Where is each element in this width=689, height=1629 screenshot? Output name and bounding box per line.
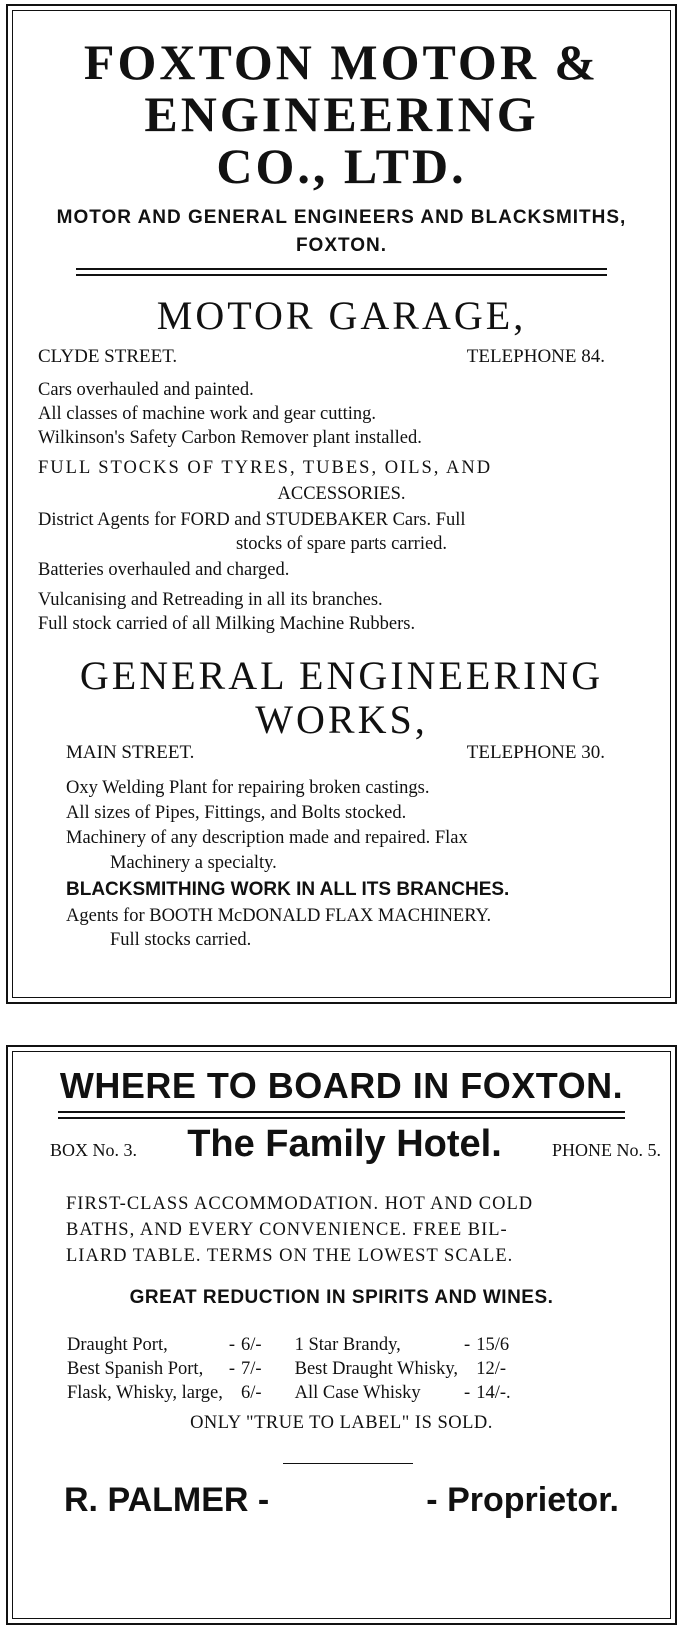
proprietor-title: - Proprietor. <box>426 1481 619 1519</box>
works-heading-line: GENERAL ENGINEERING <box>79 653 604 698</box>
description-line: LIARD TABLE. TERMS ON THE LOWEST SCALE. <box>66 1246 514 1266</box>
price-right-price: 15/6 <box>476 1335 510 1355</box>
price-left-item: Flask, Whisky, large, <box>67 1383 223 1403</box>
price-right-item: Best Draught Whisky, <box>294 1359 459 1379</box>
hotel-title-row <box>50 1123 661 1166</box>
reduction-heading: GREAT REDUCTION IN SPIRITS AND WINES. <box>129 1287 554 1308</box>
price-list <box>64 1333 514 1405</box>
divider <box>283 1463 413 1464</box>
hotel-description <box>66 1191 625 1269</box>
garage-service-line: All classes of machine work and gear cutting. <box>38 404 377 424</box>
proprietor-row <box>64 1481 619 1520</box>
garage-service-line: District Agents for FORD and STUDEBAKER Cars. Full <box>38 510 466 530</box>
works-service-line: Oxy Welding Plant for repairing broken castings. <box>66 778 430 798</box>
foxton-motor-advertisement <box>6 4 677 1004</box>
works-heading <box>8 654 675 742</box>
works-service-line: All sizes of Pipes, Fittings, and Bolts stocked. <box>66 803 407 823</box>
garage-service-line: Wilkinson's Safety Carbon Remover plant installed. <box>38 428 422 448</box>
proprietor-name: R. PALMER - <box>64 1481 270 1519</box>
price-left-item: Draught Port, <box>67 1335 168 1355</box>
price-row <box>64 1357 514 1381</box>
works-service-line: Machinery of any description made and repaired. Flax <box>66 828 468 848</box>
subtitle-line: FOXTON. <box>295 235 388 256</box>
price-right-dash: - <box>464 1383 471 1403</box>
garage-service-line: Cars overhauled and painted. <box>38 380 254 400</box>
box-number: BOX No. 3. <box>50 1140 138 1160</box>
price-left-price: 6/- <box>241 1383 262 1403</box>
company-subtitle <box>8 204 675 260</box>
price-row <box>64 1333 514 1357</box>
price-right-item: All Case Whisky <box>294 1383 421 1403</box>
garage-service-line: Batteries overhauled and charged. <box>38 560 290 580</box>
works-heading-line: WORKS, <box>255 697 428 742</box>
price-row <box>64 1381 514 1405</box>
company-title <box>8 36 675 192</box>
works-service-line: Full stocks carried. <box>110 930 252 950</box>
price-left-dash: - <box>228 1359 236 1379</box>
garage-service-line: ACCESSORIES. <box>277 484 406 504</box>
works-service-line: BLACKSMITHING WORK IN ALL ITS BRANCHES. <box>66 879 510 900</box>
works-street: MAIN STREET. <box>66 742 195 763</box>
divider <box>76 274 607 276</box>
garage-heading: MOTOR GARAGE, <box>156 293 527 338</box>
description-line: FIRST-CLASS ACCOMMODATION. HOT AND COLD <box>66 1194 534 1214</box>
garage-telephone: TELEPHONE 84. <box>466 346 605 367</box>
divider <box>76 268 607 270</box>
garage-service-line: FULL STOCKS OF TYRES, TUBES, OILS, AND <box>38 458 493 478</box>
works-service-line: Agents for BOOTH McDONALD FLAX MACHINERY. <box>66 906 492 926</box>
garage-address-row <box>38 346 605 368</box>
price-left-item: Best Spanish Port, <box>67 1359 204 1379</box>
works-address-row <box>66 742 605 764</box>
price-left-dash <box>226 1381 238 1405</box>
hotel-name: The Family Hotel. <box>187 1123 502 1165</box>
garage-service-line: Vulcanising and Retreading in all its branches. <box>38 590 383 610</box>
works-telephone: TELEPHONE 30. <box>466 742 605 763</box>
garage-street: CLYDE STREET. <box>38 346 178 367</box>
label-note: ONLY "TRUE TO LABEL" IS SOLD. <box>190 1413 493 1433</box>
divider <box>58 1117 625 1119</box>
garage-service-line: Full stock carried of all Milking Machine Rubbers. <box>38 614 416 634</box>
price-left-dash: - <box>228 1335 236 1355</box>
price-right-dash <box>461 1357 473 1381</box>
price-right-dash: - <box>464 1335 471 1355</box>
price-left-price: 7/- <box>241 1359 262 1379</box>
subtitle-line: MOTOR AND GENERAL ENGINEERS AND BLACKSMITHS, <box>56 207 627 228</box>
description-line: BATHS, AND EVERY CONVENIENCE. FREE BIL- <box>66 1220 508 1240</box>
phone-number: PHONE No. 5. <box>551 1140 661 1160</box>
price-right-price: 14/-. <box>476 1383 511 1403</box>
family-hotel-advertisement <box>6 1045 677 1625</box>
price-left-price: 6/- <box>241 1335 262 1355</box>
price-right-item: 1 Star Brandy, <box>294 1335 401 1355</box>
divider <box>58 1111 625 1113</box>
price-right-price: 12/- <box>476 1359 506 1379</box>
company-title-line: CO., LTD. <box>216 138 467 194</box>
board-heading: WHERE TO BOARD IN FOXTON. <box>59 1065 624 1106</box>
company-title-line: ENGINEERING <box>144 86 539 142</box>
garage-service-line: stocks of spare parts carried. <box>235 534 448 554</box>
works-service-line: Machinery a specialty. <box>110 853 277 873</box>
company-title-line: FOXTON MOTOR & <box>83 34 600 90</box>
